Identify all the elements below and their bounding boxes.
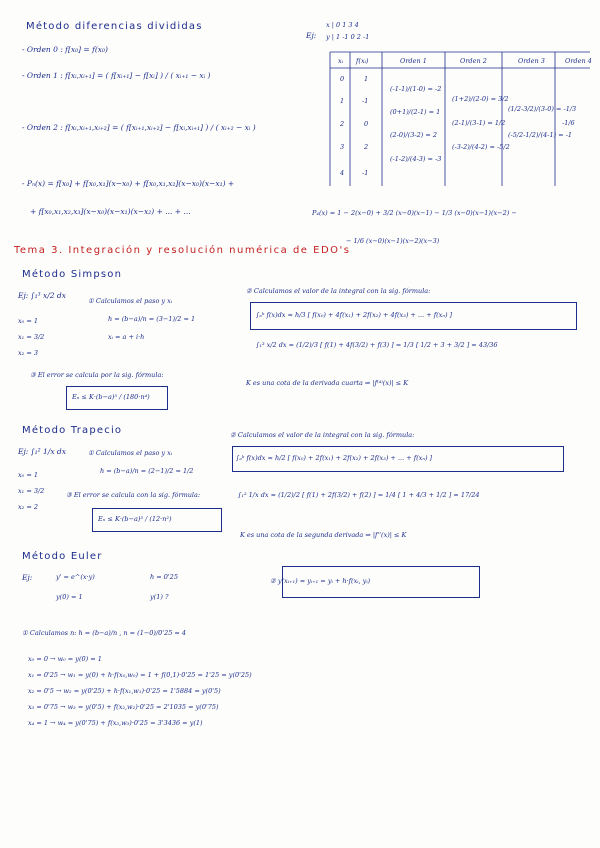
order-1-formula: - Orden 1 : f[xᵢ,xᵢ₊₁] = ( f[xᵢ₊₁] − f[xᵢ] ) / ( xᵢ₊₁ − xᵢ ) (22, 71, 211, 80)
trapecio-k-note: K es una cota de la segunda derivada ⇒ |f''(x)| ≤ K (240, 531, 407, 539)
f-value: 1 (364, 75, 369, 83)
order1-value: (2-0)/(3-2) = 2 (390, 131, 437, 139)
euler-title: Método Euler (22, 551, 103, 562)
simpson-result: ∫₁³ x/2 dx ≈ (1/2)/3 [ f(1) + 4f(3/2) + f(3) ] = 1/3 [ 1/2 + 3 + 3/2 ] = 43/36 (256, 341, 498, 349)
simpson-step3: ③ El error se calcula por la sig. fórmula: (30, 371, 164, 379)
simpson-step2: ② Calculamos el valor de la integral con la sig. fórmula: (246, 287, 431, 295)
x-value: 1 (340, 97, 345, 105)
newton-polynomial-line2: + f[x₀,x₁,x₂,x₃](x−x₀)(x−x₁)(x−x₂) + ... + ... (30, 207, 191, 216)
trapecio-error: Eₙ ≤ K·(b−a)³ / (12·n²) (98, 515, 172, 523)
simpson-h: h = (b−a)/n = (3−1)/2 = 1 (108, 315, 196, 323)
order2-value: (1+2)/(2-0) = 3/2 (452, 95, 509, 103)
order-2-formula: - Orden 2 : f[xᵢ,xᵢ₊₁,xᵢ₊₂] = ( f[xᵢ₊₁,xᵢ₊₂] − f[xᵢ,xᵢ₊₁] ) / ( xᵢ₊₂ − xᵢ ) (22, 123, 256, 132)
order1-value: (-1-1)/(1-0) = -2 (390, 85, 442, 93)
simpson-x2: x₂ = 3 (18, 349, 38, 357)
simpson-error: Eₙ ≤ K·(b−a)⁵ / (180·n⁴) (72, 393, 150, 401)
euler-formula: ② y(xᵢ₊₁) ≈ yᵢ₊₁ = yᵢ + h·f(xᵢ, yᵢ) (270, 577, 371, 585)
euler-step-size: h = 0'25 (150, 573, 178, 581)
order3-value: (1/2-3/2)/(3-0) = -1/3 (508, 105, 577, 113)
example-polynomial-line1: P₄(x) = 1 − 2(x−0) + 3/2 (x−0)(x−1) − 1/3 (x−0)(x−1)(x−2) − (312, 209, 517, 217)
euler-question: y(1) ? (150, 593, 169, 601)
euler-equation: y' = e^(x·y) (56, 573, 95, 581)
tema3-heading: Tema 3. Integración y resolución numérica de EDO's (14, 245, 351, 256)
x-value: 3 (340, 143, 345, 151)
f-value: -1 (362, 169, 369, 177)
euler-step1: ① Calculamos n: h = (b−a)/n , n = (1−0)/0'25 = 4 (22, 629, 187, 637)
order1-value: (0+1)/(2-1) = 1 (390, 108, 441, 116)
dd-title: Método diferencias divididas (26, 21, 203, 32)
simpson-example: Ej: ∫₁³ x/2 dx (18, 291, 66, 300)
trapecio-step1: ① Calculamos el paso y xᵢ (88, 449, 173, 457)
col-header-order1: Orden 1 (400, 57, 427, 65)
euler-iteration-row: x₀ = 0 → w₀ = y(0) = 1 (28, 655, 102, 663)
simpson-step1: ① Calculamos el paso y xᵢ (88, 297, 173, 305)
order-0-formula: - Orden 0 : f[x₀] = f(x₀) (22, 45, 108, 54)
order4-value: -1/6 (562, 119, 575, 127)
order2-value: (2-1)/(3-1) = 1/2 (452, 119, 506, 127)
trapecio-x0: x₀ = 1 (18, 471, 38, 479)
trapecio-result: ∫₁² 1/x dx ≈ (1/2)/2 [ f(1) + 2f(3/2) + f(2) ] = 1/4 [ 1 + 4/3 + 1/2 ] = 17/24 (238, 491, 480, 499)
trapecio-example: Ej: ∫₁² 1/x dx (18, 447, 66, 456)
euler-iteration-row: x₁ = 0'25 → w₁ = y(0) + h·f(x₀,w₀) = 1 + f(0,1)·0'25 = 1'25 = y(0'25) (28, 671, 252, 679)
trapecio-formula: ∫ₐᵇ f(x)dx ≈ h/2 [ f(x₀) + 2f(x₁) + 2f(x₂) + 2f(x₃) + ... + f(xₙ) ] (236, 454, 433, 462)
col-header-x: xᵢ (338, 57, 343, 65)
order1-value: (-1-2)/(4-3) = -3 (390, 155, 442, 163)
euler-iteration-row: x₄ = 1 → w₄ = y(0'75) + f(x₃,w₃)·0'25 = 3'3436 = y(1) (28, 719, 203, 727)
trapecio-step3: ③ El error se calcula con la sig. fórmula: (66, 491, 201, 499)
example-y-row: y | 1 -1 0 2 -1 (326, 33, 370, 41)
simpson-x0: x₀ = 1 (18, 317, 38, 325)
euler-iteration-row: x₂ = 0'5 → w₂ = y(0'25) + h·f(x₁,w₁)·0'25 = 1'5884 = y(0'5) (28, 687, 221, 695)
simpson-formula: ∫ₐᵇ f(x)dx ≈ h/3 [ f(x₀) + 4f(x₁) + 2f(x₂) + 4f(x₃) + ... + f(xₙ) ] (256, 311, 453, 319)
example-label: Ej: (306, 31, 317, 40)
col-header-order3: Orden 3 (518, 57, 545, 65)
trapecio-h: h = (b−a)/n = (2−1)/2 = 1/2 (100, 467, 194, 475)
euler-example: Ej: (22, 573, 33, 582)
example-x-row: x | 0 1 3 4 (326, 21, 359, 29)
trapecio-x1: x₁ = 3/2 (18, 487, 45, 495)
simpson-title: Método Simpson (22, 269, 123, 280)
simpson-k-note: K es una cota de la derivada cuarta ⇒ |f⁽⁴⁾(x)| ≤ K (246, 379, 409, 387)
order2-value: (-3-2)/(4-2) = -5/2 (452, 143, 510, 151)
trapecio-title: Método Trapecio (22, 425, 123, 436)
f-value: 2 (364, 143, 369, 151)
x-value: 2 (340, 120, 345, 128)
newton-polynomial-line1: - Pₙ(x) = f[x₀] + f[x₀,x₁](x−x₀) + f[x₀,x₁,x₂](x−x₀)(x−x₁) + (22, 179, 235, 188)
x-value: 4 (340, 169, 345, 177)
trapecio-x2: x₂ = 2 (18, 503, 38, 511)
col-header-order4: Orden 4 (565, 57, 592, 65)
euler-initial-condition: y(0) = 1 (56, 593, 83, 601)
euler-iteration-row: x₃ = 0'75 → w₃ = y(0'5) + f(x₂,w₂)·0'25 = 2'1035 = y(0'75) (28, 703, 219, 711)
simpson-x1: x₁ = 3/2 (18, 333, 45, 341)
x-value: 0 (340, 75, 345, 83)
example-polynomial-line2: − 1/6 (x−0)(x−1)(x−2)(x−3) (346, 237, 440, 245)
order3-value: (-5/2-1/2)/(4-1) = -1 (508, 131, 573, 139)
col-header-order2: Orden 2 (460, 57, 487, 65)
col-header-f: f(xᵢ) (356, 57, 369, 65)
f-value: -1 (362, 97, 369, 105)
trapecio-step2: ② Calculamos el valor de la integral con la sig. fórmula: (230, 431, 415, 439)
f-value: 0 (364, 120, 369, 128)
simpson-xi: xᵢ = a + i·h (108, 333, 145, 341)
